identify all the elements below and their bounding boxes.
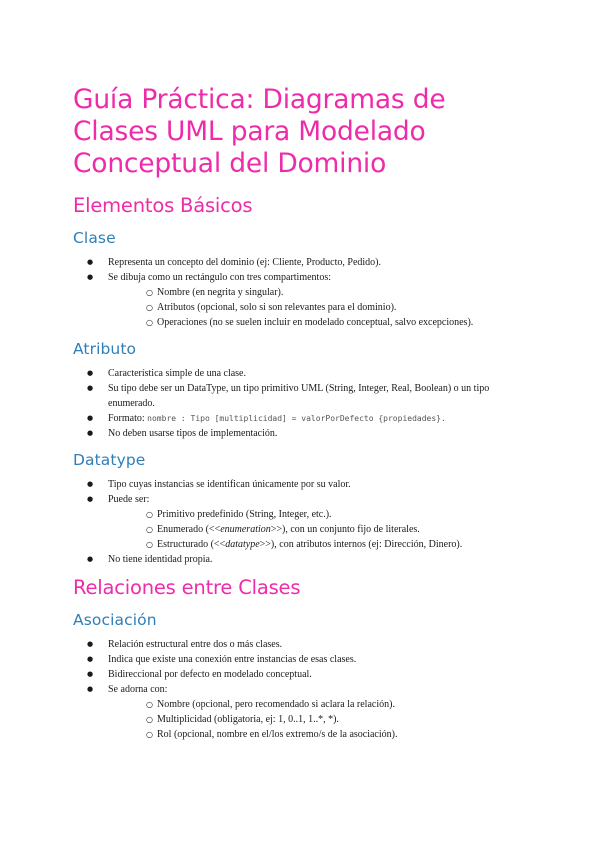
emphasis-text: enumeration: [220, 524, 271, 535]
list-item: ● No deben usarse tipos de implementación.: [73, 426, 533, 441]
datatype-list: [73, 477, 533, 567]
sub-list-item: ○ Atributos (opcional, solo si son relevantes para el dominio).: [108, 300, 533, 315]
list-item: [73, 682, 533, 742]
section-heading-elementos: Elementos Básicos: [73, 194, 253, 217]
document-page: [73, 84, 533, 751]
sub-list-item: ○ Nombre (opcional, pero recomendado si aclara la relación).: [108, 697, 533, 712]
asociacion-list: [73, 637, 533, 742]
list-item-text: Se dibuja como un rectángulo con tres compartimentos:: [108, 272, 331, 283]
list-item-text: Puede ser:: [108, 494, 150, 505]
subsection-heading-datatype: Datatype: [73, 451, 146, 469]
text-fragment: Enumerado (<<: [157, 524, 221, 535]
subsection-heading-atributo: Atributo: [73, 340, 137, 358]
list-item: ● Indica que existe una conexión entre instancias de esas clases.: [73, 652, 533, 667]
list-item: ● Bidireccional por defecto en modelado conceptual.: [73, 667, 533, 682]
format-code: nombre : Tipo [multiplicidad] = valorPorDefecto {propiedades}.: [147, 414, 446, 423]
text-fragment: >>), con un conjunto fijo de literales.: [270, 524, 420, 535]
sub-list-item: ○ Primitivo predefinido (String, Integer, etc.).: [108, 507, 533, 522]
emphasis-text: datatype: [225, 539, 260, 550]
subsection-heading-asociacion: Asociación: [73, 611, 157, 629]
sub-list-item: [108, 537, 533, 552]
document-title: Guía Práctica: Diagramas de Clases UML para Modelado Conceptual del Dominio: [73, 84, 446, 179]
clase-sublist: [108, 285, 533, 330]
datatype-sublist: [108, 507, 533, 552]
subsection-heading-clase: Clase: [73, 229, 116, 247]
list-item: [73, 492, 533, 552]
clase-list: [73, 255, 533, 330]
asociacion-sublist: [108, 697, 533, 742]
sub-list-item: ○ Rol (opcional, nombre en el/los extremo/s de la asociación).: [108, 727, 533, 742]
list-item: ● Característica simple de una clase.: [73, 366, 533, 381]
list-item: ● Relación estructural entre dos o más clases.: [73, 637, 533, 652]
format-label: Formato:: [108, 413, 148, 424]
list-item-text: Se adorna con:: [108, 684, 168, 695]
list-item: ● No tiene identidad propia.: [73, 552, 533, 567]
sub-list-item: [108, 522, 533, 537]
list-item: ● Su tipo debe ser un DataType, un tipo primitivo UML (String, Integer, Real, Boolean) o un tipo enumerado.: [73, 381, 533, 411]
list-item: ● Representa un concepto del dominio (ej: Cliente, Producto, Pedido).: [73, 255, 533, 270]
text-fragment: >>), con atributos internos (ej: Dirección, Dinero).: [259, 539, 463, 550]
section-heading-relaciones: Relaciones entre Clases: [73, 576, 301, 599]
atributo-list: [73, 366, 533, 441]
sub-list-item: ○ Nombre (en negrita y singular).: [108, 285, 533, 300]
sub-list-item: ○ Operaciones (no se suelen incluir en modelado conceptual, salvo excepciones).: [108, 315, 533, 330]
text-fragment: Estructurado (<<: [157, 539, 226, 550]
list-item: ● Tipo cuyas instancias se identifican únicamente por su valor.: [73, 477, 533, 492]
list-item: [73, 270, 533, 330]
list-item: [73, 411, 533, 426]
sub-list-item: ○ Multiplicidad (obligatoria, ej: 1, 0..1, 1..*, *).: [108, 712, 533, 727]
